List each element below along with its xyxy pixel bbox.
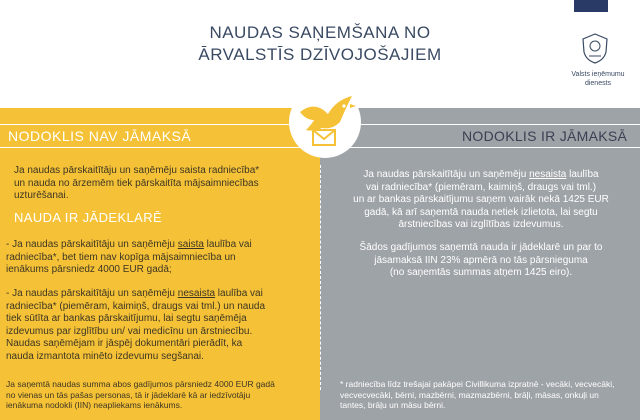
left-intro: Ja naudas pārskaitītāju un saņēmēju saista radniecība* un nauda no ārzemēm tiek pārskaitīta mājsaimniecības uzturēšanai.	[14, 165, 260, 201]
right-paragraph-2: Šādos gadījumos saņemtā nauda ir jādeklarē un par to jāsamaksā IIN 23% apmērā no tās pārsnieguma (no saņemtās summas atņem 1425 eiro).	[359, 242, 603, 278]
bullet-1: - Ja naudas pārskaitītāju un saņēmēju saista laulība vai radniecība*, bet tiem nav kopīga mājsaimniecība un ienākums pārsniedz 4000 EUR gadā;	[6, 239, 252, 275]
coat-of-arms-icon	[580, 32, 610, 64]
right-footnote: * radniecība līdz trešajai pakāpei Civillikuma izpratnē - vecāki, vecvecāki, vecvecvecāki, bērni, mazbērni, mazmazbērni, brāļi, māsas, onkuļi un tantes, brāļu un māsu bērni.	[340, 379, 615, 410]
bird-with-letter-icon	[270, 82, 380, 162]
left-heading: NODOKLIS NAV JĀMAKSĀ	[8, 128, 192, 144]
right-paragraph-1: Ja naudas pārskaitītāju un saņēmēju nesaista laulība vai radniecība* (piemēram, kaimiņš, draugs vai tml.) un ar bankas pārskaitījumu saņem vairāk nekā 1425 EUR gadā, kā arī saņemtā nauda netiek izlietota, lai segtu ārstniecības vai izglītības izdevumus.	[353, 169, 609, 230]
left-subheading: NAUDA IR JĀDEKLARĒ	[14, 210, 163, 225]
right-heading: NODOKLIS IR JĀMAKSĀ	[462, 128, 628, 144]
divider	[320, 165, 321, 390]
left-footnote: Ja saņemtā naudas summa abos gadījumos pārsniedz 4000 EUR gadā no vienas un tās pašas personas, tā ir jādeklarē kā ar iedzīvotāju ienākuma nodokli (IIN) neapliekams ienākums.	[6, 379, 275, 410]
page-title: NAUDAS SAŅEMŠANA NO ĀRVALSTĪS DZĪVOJOŠAJIEM	[198, 23, 442, 64]
flag-ribbon	[574, 0, 608, 12]
logo-text: Valsts ieņēmumu dienests	[571, 71, 625, 87]
bullet-2: - Ja naudas pārskaitītāju un saņēmēju nesaista laulība vai radniecība* (piemēram, kaimiņš, draugs vai tml.) un nauda tiek sūtīta ar bankas pārskaitījumu, lai segtu saņēmēja izdevumus par izglītību un/ vai medicīnu un ārstniecību. Naudas saņēmējam ir jāspēj dokumentāri pierādīt, ka nauda izmantota minēto izdevumu segšanai.	[6, 288, 266, 362]
